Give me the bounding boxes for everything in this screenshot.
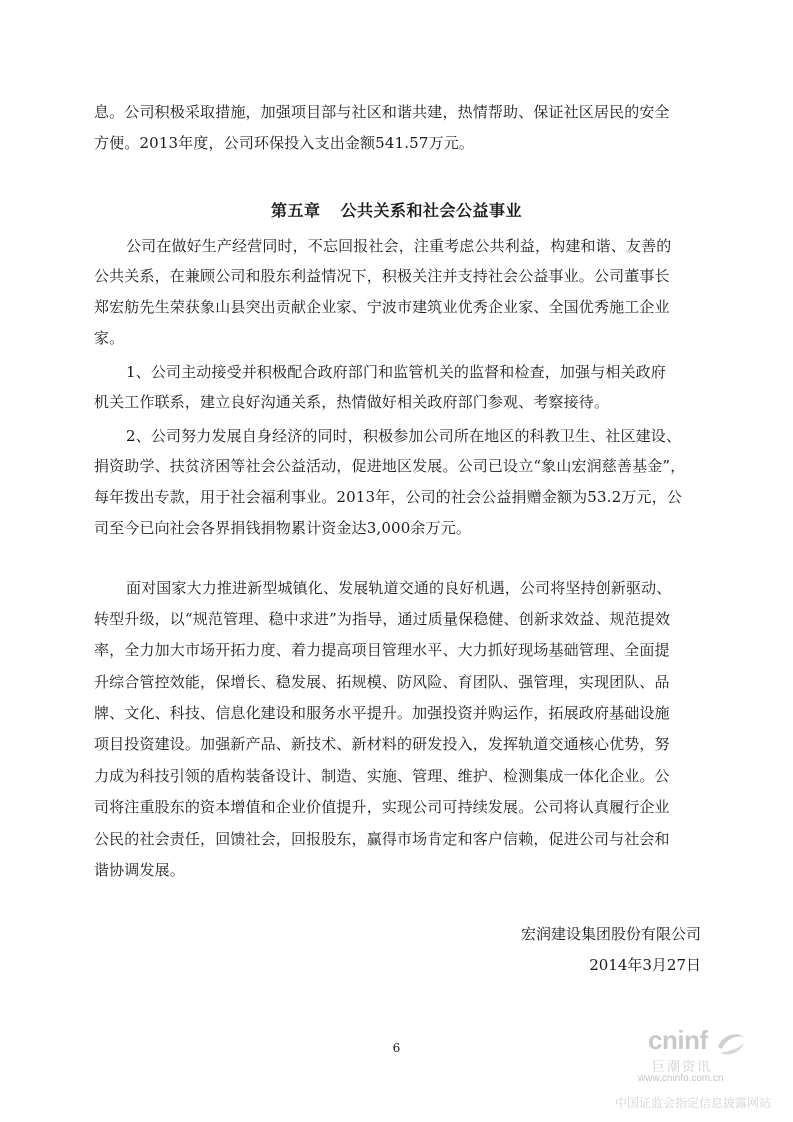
watermark-url: www.cninfo.com.cn (638, 1073, 724, 1084)
text-line: 家。 (94, 329, 125, 347)
text-line: 郑宏舫先生荣获象山县突出贡献企业家、宁波市建筑业优秀企业家、全国优秀施工企业 (94, 298, 670, 316)
text-line: 方便。2013年度，公司环保投入支出金额541.57万元。 (94, 134, 475, 152)
text-line: 捐资助学、扶贫济困等社会公益活动，促进地区发展。公司已设立“象山宏润慈善基金”， (94, 457, 686, 475)
signature-company: 宏润建设集团股份有限公司 (520, 925, 701, 943)
text-line: 机关工作联系，建立良好沟通关系，热情做好相关政府部门参观、考察接待。 (94, 393, 610, 411)
text-line: 公共关系，在兼顾公司和股东利益情况下，积极关注并支持社会公益事业。公司董事长 (94, 267, 670, 285)
text-line: 每年拨出专款，用于社会福利事业。2013年，公司的社会公益捐赠金额为53.2万元，公 (94, 488, 682, 506)
text-line: 2、公司努力发展自身经济的同时，积极参加公司所在地区的科教卫生、社区建设、 (126, 427, 682, 445)
watermark-logo-cn: 巨潮资讯 (652, 1059, 713, 1074)
text-line: 息。公司积极采取措施，加强项目部与社区和谐共建，热情帮助、保证社区居民的安全 (94, 103, 670, 121)
signature-date: 2014年3月27日 (589, 956, 701, 974)
text-line: 谐协调发展。 (94, 861, 185, 879)
watermark-tagline: 中国证监会指定信息披露网站 (615, 1096, 772, 1110)
text-line: 升综合管控效能，保增长、稳发展、拓规模、防风险、育团队、强管理，实现团队、品 (94, 673, 670, 691)
text-line: 司将注重股东的资本增值和企业价值提升，实现公司可持续发展。公司将认真履行企业 (94, 798, 670, 816)
text-line: 公司在做好生产经营同时，不忘回报社会，注重考虑公共利益，构建和谐、友善的 (126, 237, 672, 255)
text-line: 项目投资建设。加强新产品、新技术、新材料的研发投入，发挥轨道交通核心优势，努 (94, 735, 670, 753)
text-line: 转型升级，以“规范管理、稳中求进”为指导，通过质量保稳健、创新求效益、规范提效 (94, 610, 671, 628)
chapter-heading (0, 200, 793, 222)
text-line: 牌、文化、科技、信息化建设和服务水平提升。加强投资并购运作，拓展政府基础设施 (94, 704, 670, 722)
text-line: 面对国家大力推进新型城镇化、发展轨道交通的良好机遇，公司将坚持创新驱动、 (126, 579, 672, 597)
cninfo-watermark (610, 1025, 790, 1120)
text-line: 1、公司主动接受并积极配合政府部门和监管机关的监督和检查，加强与相关政府 (126, 363, 666, 381)
text-line: 公民的社会责任，回馈社会，回报股东，赢得市场肯定和客户信赖，促进公司与社会和 (94, 830, 670, 848)
watermark-logo-text: cninf (648, 1025, 708, 1055)
cninfo-logo-icon (714, 1027, 748, 1059)
page-number: 6 (392, 1041, 401, 1055)
text-line: 司至今已向社会各界捐钱捐物累计资金达3,000余万元。 (94, 519, 471, 537)
text-line: 力成为科技引领的盾构装备设计、制造、实施、管理、维护、检测集成一体化企业。公 (94, 767, 670, 785)
chapter-title: 公共关系和社会公益事业 (340, 201, 523, 220)
text-line: 率，全力加大市场开拓力度、着力提高项目管理水平、大力抓好现场基础管理、全面提 (94, 641, 670, 659)
chapter-number: 第五章 (270, 201, 321, 220)
